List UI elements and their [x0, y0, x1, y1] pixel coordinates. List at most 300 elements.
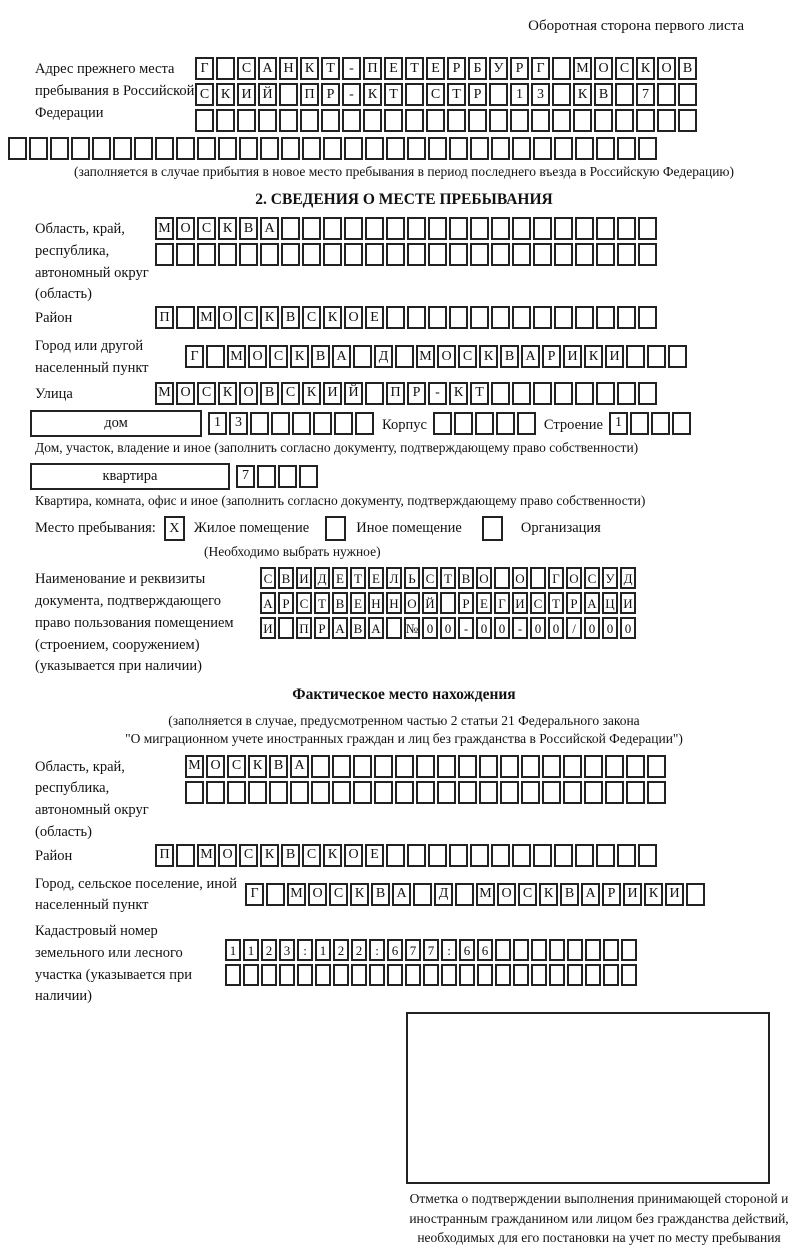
char-cell[interactable]: [575, 382, 594, 405]
char-cell[interactable]: [407, 306, 426, 329]
char-cell[interactable]: И: [260, 617, 276, 639]
char-cell[interactable]: [334, 412, 353, 435]
char-cell[interactable]: Д: [374, 345, 393, 368]
char-cell[interactable]: [281, 137, 300, 160]
char-cell[interactable]: [218, 137, 237, 160]
char-cell[interactable]: Т: [321, 57, 340, 80]
char-cell[interactable]: 0: [620, 617, 636, 639]
char-cell[interactable]: П: [300, 83, 319, 106]
checkbox-inoe[interactable]: [325, 516, 346, 541]
char-cell[interactable]: С: [584, 567, 600, 589]
char-cell[interactable]: Е: [426, 57, 445, 80]
char-cell[interactable]: [300, 109, 319, 132]
char-cell[interactable]: [426, 109, 445, 132]
char-cell[interactable]: [250, 412, 269, 435]
char-cell[interactable]: [239, 243, 258, 266]
char-cell[interactable]: [647, 345, 666, 368]
char-cell[interactable]: [512, 306, 531, 329]
char-cell[interactable]: Д: [314, 567, 330, 589]
char-cell[interactable]: [495, 964, 511, 986]
char-cell[interactable]: [386, 617, 402, 639]
char-cell[interactable]: Е: [365, 844, 384, 867]
char-cell[interactable]: Д: [620, 567, 636, 589]
char-cell[interactable]: [292, 412, 311, 435]
char-cell[interactable]: [678, 83, 697, 106]
char-cell[interactable]: О: [657, 57, 676, 80]
char-cell[interactable]: [353, 755, 372, 778]
char-cell[interactable]: [407, 243, 426, 266]
char-cell[interactable]: [477, 964, 493, 986]
char-cell[interactable]: В: [678, 57, 697, 80]
char-cell[interactable]: Р: [566, 592, 582, 614]
char-cell[interactable]: [206, 781, 225, 804]
char-cell[interactable]: [470, 306, 489, 329]
char-cell[interactable]: У: [602, 567, 618, 589]
char-cell[interactable]: К: [260, 306, 279, 329]
char-cell[interactable]: М: [287, 883, 306, 906]
char-cell[interactable]: [479, 781, 498, 804]
char-cell[interactable]: [437, 755, 456, 778]
char-cell[interactable]: Е: [368, 567, 384, 589]
apartment-type-box[interactable]: квартира: [30, 463, 230, 490]
char-cell[interactable]: [449, 217, 468, 240]
char-cell[interactable]: [554, 217, 573, 240]
char-cell[interactable]: [332, 755, 351, 778]
char-cell[interactable]: [365, 382, 384, 405]
char-cell[interactable]: Р: [542, 345, 561, 368]
char-cell[interactable]: Ц: [602, 592, 618, 614]
char-cell[interactable]: [176, 243, 195, 266]
char-cell[interactable]: [225, 964, 241, 986]
char-cell[interactable]: [405, 83, 424, 106]
char-cell[interactable]: -: [512, 617, 528, 639]
char-cell[interactable]: [672, 412, 691, 435]
char-cell[interactable]: 7: [636, 83, 655, 106]
char-cell[interactable]: [218, 243, 237, 266]
char-cell[interactable]: [395, 781, 414, 804]
char-cell[interactable]: 7: [405, 939, 421, 961]
char-cell[interactable]: [332, 781, 351, 804]
char-cell[interactable]: [248, 781, 267, 804]
char-cell[interactable]: С: [329, 883, 348, 906]
char-cell[interactable]: [533, 243, 552, 266]
char-cell[interactable]: [638, 382, 657, 405]
char-cell[interactable]: В: [350, 617, 366, 639]
char-cell[interactable]: [279, 109, 298, 132]
char-cell[interactable]: [333, 964, 349, 986]
char-cell[interactable]: [428, 844, 447, 867]
char-cell[interactable]: [413, 883, 432, 906]
char-cell[interactable]: [575, 844, 594, 867]
char-cell[interactable]: [617, 243, 636, 266]
char-cell[interactable]: [584, 755, 603, 778]
char-cell[interactable]: [257, 465, 276, 488]
char-cell[interactable]: [344, 137, 363, 160]
char-cell[interactable]: -: [342, 57, 361, 80]
char-cell[interactable]: К: [218, 382, 237, 405]
char-cell[interactable]: [278, 617, 294, 639]
char-cell[interactable]: С: [302, 306, 321, 329]
char-cell[interactable]: А: [290, 755, 309, 778]
char-cell[interactable]: [549, 939, 565, 961]
char-cell[interactable]: К: [260, 844, 279, 867]
char-cell[interactable]: [552, 57, 571, 80]
char-cell[interactable]: [423, 964, 439, 986]
char-cell[interactable]: [266, 883, 285, 906]
char-cell[interactable]: [575, 306, 594, 329]
char-cell[interactable]: [626, 781, 645, 804]
char-cell[interactable]: [297, 964, 313, 986]
char-cell[interactable]: [353, 781, 372, 804]
char-cell[interactable]: В: [560, 883, 579, 906]
char-cell[interactable]: О: [594, 57, 613, 80]
char-cell[interactable]: П: [296, 617, 312, 639]
char-cell[interactable]: О: [239, 382, 258, 405]
char-cell[interactable]: К: [644, 883, 663, 906]
char-cell[interactable]: В: [269, 755, 288, 778]
char-cell[interactable]: [552, 83, 571, 106]
char-cell[interactable]: С: [239, 844, 258, 867]
char-cell[interactable]: В: [239, 217, 258, 240]
char-cell[interactable]: О: [437, 345, 456, 368]
char-cell[interactable]: [585, 939, 601, 961]
char-cell[interactable]: [494, 567, 510, 589]
char-cell[interactable]: И: [620, 592, 636, 614]
char-cell[interactable]: Р: [407, 382, 426, 405]
char-cell[interactable]: Н: [279, 57, 298, 80]
char-cell[interactable]: [344, 243, 363, 266]
char-cell[interactable]: 0: [440, 617, 456, 639]
char-cell[interactable]: [470, 844, 489, 867]
char-cell[interactable]: [29, 137, 48, 160]
char-cell[interactable]: [395, 345, 414, 368]
char-cell[interactable]: К: [363, 83, 382, 106]
char-cell[interactable]: К: [479, 345, 498, 368]
char-cell[interactable]: Т: [548, 592, 564, 614]
char-cell[interactable]: [351, 964, 367, 986]
char-cell[interactable]: [260, 243, 279, 266]
char-cell[interactable]: [596, 217, 615, 240]
char-cell[interactable]: -: [342, 83, 361, 106]
char-cell[interactable]: С: [296, 592, 312, 614]
char-cell[interactable]: [428, 217, 447, 240]
char-cell[interactable]: [437, 781, 456, 804]
char-cell[interactable]: О: [512, 567, 528, 589]
char-cell[interactable]: К: [573, 83, 592, 106]
char-cell[interactable]: [638, 217, 657, 240]
char-cell[interactable]: М: [197, 844, 216, 867]
char-cell[interactable]: [227, 781, 246, 804]
checkbox-zhiloe[interactable]: X: [164, 516, 185, 541]
char-cell[interactable]: Т: [470, 382, 489, 405]
char-cell[interactable]: Р: [447, 57, 466, 80]
char-cell[interactable]: И: [665, 883, 684, 906]
char-cell[interactable]: [651, 412, 670, 435]
char-cell[interactable]: [281, 217, 300, 240]
char-cell[interactable]: С: [422, 567, 438, 589]
char-cell[interactable]: [575, 137, 594, 160]
char-cell[interactable]: 2: [261, 939, 277, 961]
char-cell[interactable]: С: [281, 382, 300, 405]
char-cell[interactable]: [512, 137, 531, 160]
char-cell[interactable]: А: [584, 592, 600, 614]
char-cell[interactable]: Р: [510, 57, 529, 80]
char-cell[interactable]: [302, 243, 321, 266]
char-cell[interactable]: Р: [278, 592, 294, 614]
char-cell[interactable]: [531, 109, 550, 132]
char-cell[interactable]: [71, 137, 90, 160]
char-cell[interactable]: [638, 844, 657, 867]
char-cell[interactable]: П: [155, 306, 174, 329]
char-cell[interactable]: С: [302, 844, 321, 867]
char-cell[interactable]: [554, 844, 573, 867]
char-cell[interactable]: В: [594, 83, 613, 106]
char-cell[interactable]: К: [248, 755, 267, 778]
char-cell[interactable]: [521, 781, 540, 804]
char-cell[interactable]: [489, 109, 508, 132]
char-cell[interactable]: И: [237, 83, 256, 106]
char-cell[interactable]: И: [296, 567, 312, 589]
char-cell[interactable]: Г: [548, 567, 564, 589]
char-cell[interactable]: [416, 755, 435, 778]
char-cell[interactable]: 7: [236, 465, 255, 488]
char-cell[interactable]: Й: [344, 382, 363, 405]
char-cell[interactable]: [237, 109, 256, 132]
char-cell[interactable]: [405, 109, 424, 132]
char-cell[interactable]: [185, 781, 204, 804]
char-cell[interactable]: М: [197, 306, 216, 329]
char-cell[interactable]: [386, 243, 405, 266]
char-cell[interactable]: В: [371, 883, 390, 906]
char-cell[interactable]: 3: [229, 412, 248, 435]
char-cell[interactable]: В: [332, 592, 348, 614]
char-cell[interactable]: Т: [405, 57, 424, 80]
char-cell[interactable]: В: [260, 382, 279, 405]
char-cell[interactable]: [549, 964, 565, 986]
char-cell[interactable]: [134, 137, 153, 160]
char-cell[interactable]: Е: [476, 592, 492, 614]
char-cell[interactable]: [155, 137, 174, 160]
char-cell[interactable]: С: [530, 592, 546, 614]
char-cell[interactable]: [365, 137, 384, 160]
char-cell[interactable]: С: [197, 217, 216, 240]
char-cell[interactable]: [603, 964, 619, 986]
char-cell[interactable]: [554, 243, 573, 266]
char-cell[interactable]: [533, 844, 552, 867]
char-cell[interactable]: [552, 109, 571, 132]
char-cell[interactable]: В: [500, 345, 519, 368]
char-cell[interactable]: К: [323, 844, 342, 867]
char-cell[interactable]: [440, 592, 456, 614]
char-cell[interactable]: [302, 217, 321, 240]
char-cell[interactable]: М: [416, 345, 435, 368]
char-cell[interactable]: [449, 243, 468, 266]
char-cell[interactable]: У: [489, 57, 508, 80]
char-cell[interactable]: В: [458, 567, 474, 589]
char-cell[interactable]: [491, 844, 510, 867]
char-cell[interactable]: [512, 243, 531, 266]
char-cell[interactable]: :: [441, 939, 457, 961]
char-cell[interactable]: [433, 412, 452, 435]
char-cell[interactable]: С: [227, 755, 246, 778]
char-cell[interactable]: [491, 217, 510, 240]
char-cell[interactable]: [155, 243, 174, 266]
char-cell[interactable]: [365, 217, 384, 240]
char-cell[interactable]: [468, 109, 487, 132]
char-cell[interactable]: 6: [477, 939, 493, 961]
char-cell[interactable]: [290, 781, 309, 804]
char-cell[interactable]: 2: [333, 939, 349, 961]
char-cell[interactable]: [636, 109, 655, 132]
char-cell[interactable]: [617, 306, 636, 329]
char-cell[interactable]: [575, 217, 594, 240]
char-cell[interactable]: М: [476, 883, 495, 906]
house-type-box[interactable]: дом: [30, 410, 202, 437]
char-cell[interactable]: [647, 755, 666, 778]
char-cell[interactable]: [533, 137, 552, 160]
char-cell[interactable]: [261, 964, 277, 986]
char-cell[interactable]: [428, 243, 447, 266]
char-cell[interactable]: [533, 382, 552, 405]
char-cell[interactable]: [563, 755, 582, 778]
char-cell[interactable]: С: [237, 57, 256, 80]
char-cell[interactable]: Е: [332, 567, 348, 589]
char-cell[interactable]: [554, 382, 573, 405]
char-cell[interactable]: [374, 755, 393, 778]
char-cell[interactable]: [626, 345, 645, 368]
char-cell[interactable]: Д: [434, 883, 453, 906]
char-cell[interactable]: Т: [384, 83, 403, 106]
char-cell[interactable]: [279, 83, 298, 106]
char-cell[interactable]: 0: [548, 617, 564, 639]
char-cell[interactable]: [353, 345, 372, 368]
char-cell[interactable]: С: [239, 306, 258, 329]
char-cell[interactable]: [269, 781, 288, 804]
char-cell[interactable]: В: [278, 567, 294, 589]
char-cell[interactable]: И: [512, 592, 528, 614]
char-cell[interactable]: -: [458, 617, 474, 639]
char-cell[interactable]: [575, 243, 594, 266]
char-cell[interactable]: В: [281, 844, 300, 867]
char-cell[interactable]: [491, 306, 510, 329]
char-cell[interactable]: [458, 781, 477, 804]
char-cell[interactable]: К: [449, 382, 468, 405]
char-cell[interactable]: Л: [386, 567, 402, 589]
char-cell[interactable]: [605, 755, 624, 778]
char-cell[interactable]: Т: [440, 567, 456, 589]
char-cell[interactable]: О: [218, 844, 237, 867]
char-cell[interactable]: [542, 781, 561, 804]
char-cell[interactable]: Р: [321, 83, 340, 106]
char-cell[interactable]: [365, 243, 384, 266]
char-cell[interactable]: [311, 781, 330, 804]
char-cell[interactable]: С: [197, 382, 216, 405]
char-cell[interactable]: О: [176, 382, 195, 405]
char-cell[interactable]: [206, 345, 225, 368]
char-cell[interactable]: 0: [584, 617, 600, 639]
char-cell[interactable]: 1: [609, 412, 628, 435]
char-cell[interactable]: [386, 306, 405, 329]
char-cell[interactable]: [500, 781, 519, 804]
char-cell[interactable]: [605, 781, 624, 804]
char-cell[interactable]: [603, 939, 619, 961]
char-cell[interactable]: С: [615, 57, 634, 80]
char-cell[interactable]: [596, 137, 615, 160]
char-cell[interactable]: Р: [468, 83, 487, 106]
char-cell[interactable]: [475, 412, 494, 435]
char-cell[interactable]: 1: [208, 412, 227, 435]
char-cell[interactable]: [405, 964, 421, 986]
char-cell[interactable]: [563, 781, 582, 804]
char-cell[interactable]: [279, 964, 295, 986]
char-cell[interactable]: О: [344, 844, 363, 867]
char-cell[interactable]: И: [323, 382, 342, 405]
char-cell[interactable]: И: [563, 345, 582, 368]
char-cell[interactable]: [344, 217, 363, 240]
char-cell[interactable]: [216, 57, 235, 80]
char-cell[interactable]: В: [311, 345, 330, 368]
char-cell[interactable]: К: [216, 83, 235, 106]
char-cell[interactable]: 3: [531, 83, 550, 106]
char-cell[interactable]: 6: [387, 939, 403, 961]
char-cell[interactable]: Й: [422, 592, 438, 614]
char-cell[interactable]: М: [227, 345, 246, 368]
char-cell[interactable]: [369, 964, 385, 986]
char-cell[interactable]: Г: [185, 345, 204, 368]
char-cell[interactable]: [459, 964, 475, 986]
char-cell[interactable]: А: [260, 217, 279, 240]
char-cell[interactable]: А: [392, 883, 411, 906]
char-cell[interactable]: [517, 412, 536, 435]
char-cell[interactable]: 1: [225, 939, 241, 961]
char-cell[interactable]: [668, 345, 687, 368]
char-cell[interactable]: [384, 109, 403, 132]
char-cell[interactable]: Р: [458, 592, 474, 614]
char-cell[interactable]: К: [350, 883, 369, 906]
char-cell[interactable]: [216, 109, 235, 132]
char-cell[interactable]: [512, 382, 531, 405]
char-cell[interactable]: [567, 939, 583, 961]
char-cell[interactable]: 0: [602, 617, 618, 639]
char-cell[interactable]: [441, 964, 457, 986]
char-cell[interactable]: [512, 217, 531, 240]
char-cell[interactable]: [92, 137, 111, 160]
char-cell[interactable]: Е: [365, 306, 384, 329]
char-cell[interactable]: [449, 306, 468, 329]
char-cell[interactable]: [647, 781, 666, 804]
char-cell[interactable]: К: [290, 345, 309, 368]
char-cell[interactable]: А: [260, 592, 276, 614]
char-cell[interactable]: [567, 964, 583, 986]
char-cell[interactable]: [657, 109, 676, 132]
char-cell[interactable]: [449, 844, 468, 867]
char-cell[interactable]: И: [605, 345, 624, 368]
char-cell[interactable]: А: [258, 57, 277, 80]
char-cell[interactable]: Е: [350, 592, 366, 614]
char-cell[interactable]: Б: [468, 57, 487, 80]
char-cell[interactable]: [363, 109, 382, 132]
char-cell[interactable]: Й: [258, 83, 277, 106]
char-cell[interactable]: [271, 412, 290, 435]
char-cell[interactable]: О: [497, 883, 516, 906]
char-cell[interactable]: Г: [494, 592, 510, 614]
char-cell[interactable]: Н: [386, 592, 402, 614]
char-cell[interactable]: [281, 243, 300, 266]
char-cell[interactable]: К: [300, 57, 319, 80]
char-cell[interactable]: [470, 217, 489, 240]
char-cell[interactable]: 0: [422, 617, 438, 639]
char-cell[interactable]: К: [539, 883, 558, 906]
